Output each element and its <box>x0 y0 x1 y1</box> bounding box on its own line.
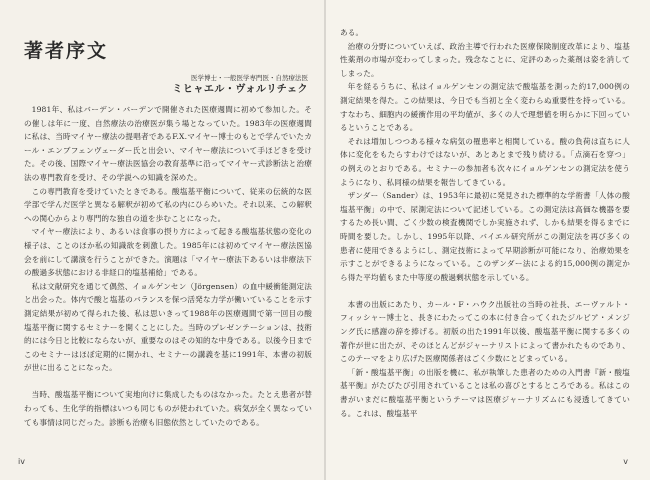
paragraph: マイヤー療法により、あるいは食事の摂り方によって起きる酸塩基状態の変化の様子は、ことのほか私の知識欲を刺激した。1985年には初めてマイヤー療法医協会を前にして講演を行うことができた。演題は「マイヤー療法下あるいは非療法下の酸過多状態における非経口的塩基補給」である。 <box>24 227 312 278</box>
author-credit: 医学博士・一般医学専門医・自然療法医 <box>191 74 308 82</box>
page-number: iv <box>18 457 25 466</box>
paragraph: ザンダー（Sander）は、1953年に最初に発見された標準的な学術書「人体の酸塩基平衡」の中で、尿測定法について記述している。この測定法は高価な機器を要するため長い間、ごく少数の検査機関でしか実施されず、しかも結果を得るまでに時間を要した。しかし、1995年以降、バイエル研究所がこの測定法を再び多くの患者に使用できるようにし、測定技術によって早期診断が可能になり、治療効果を示すことができるようになっている。このザンダー法による約15,000例の測定から得た平均値もまた中等度の酸過剰状態を示している。 <box>340 191 630 282</box>
page-number: v <box>623 457 628 466</box>
page-title: 著者序文 <box>24 40 109 62</box>
paragraph: 年を経るうちに、私はイョルゲンセンの測定法で酸塩基を測った約17,000例の測定結果を得た。この結果は、今日でも当初と全く変わらぬ重要性を持っている。すなわち、細胞内の緩衝作用の平均値が、多くの人で理想値を明らかに下回っているということである。 <box>340 82 630 133</box>
paragraph: 本書の出版にあたり、カール・F・ハウク出版社の当時の社長、エーヴァルト・フィッシャー博士と、長きにわたってこの本に付き合ってくれたジルビア・メンジング氏に感謝の辞を捧げる。初版の出た1991年以後、酸塩基平衡に関する多くの著作が世に出たが、そのほとんどがジャーナリストによって書かれたものであり、このテーマをより広げた医療関係者はごく少数にとどまっている。 <box>340 299 630 364</box>
paragraph: 「新・酸塩基平衡」の出版を機に、私が執筆した患者のための入門書『新・酸塩基平衡』がたびたび引用されていることは私の喜びとするところである。私はこの書がいまだに酸塩基平衡というテーマは医療ジャーナリズムにも浸透してきている。これは、酸塩基平 <box>340 367 630 418</box>
author-name: ミヒャエル・ヴォルリチェク <box>172 84 308 95</box>
paragraph: 治療の分野についていえば、政治主導で行われた医療保険制度改革により、塩基性薬剤の市場が変わってしまった。残念なことに、定評のあった薬剤は姿を消してしまった。 <box>340 41 630 78</box>
left-page <box>0 0 324 480</box>
paragraph: 1981年、私はバーデン・バーデンで開催された医療週間に初めて参加した。その催しは年に一度、自然療法の治療医が集う場となっていた。1983年の医療週間に私は、当時マイヤー療法の提唱者であるF.X.マイヤー博士のもとで学んでいたカール・エンブフェンヴェーダー氏と出会い、マイヤー療法について手ほどきを受けた。その後、国際マイヤー療法医協会の教育基準に沿ってマイヤー式診断法と治療法の専門教育を受け、その学説への知識を深めた。 <box>24 105 312 182</box>
paragraph: この専門教育を受けていたときである。酸塩基平衡について、従来の伝統的な医学部で学んだ医学と異なる解釈が初めて私の内にひらめいた。それ以来、この解釈への関心からより専門的な独自の道を歩むことになった。 <box>24 186 312 223</box>
paragraph-continuation: ある。 <box>340 28 364 37</box>
right-page <box>326 0 650 480</box>
paragraph: 当時、酸塩基平衡について実地向けに集成したものはなかった。たとえ患者が替わっても、生化学的指標はいつも同じものが使われていた。病気が全く異なっていても事情は同じだった。診断も治療も旧態依然としていたのである。 <box>24 390 312 427</box>
paragraph: それは増加しつつある様々な病気の罹患率と相関している。酸の負荷は直ちに人体に変化をもたらすわけではないが、あとあとまで残り続ける。「点滴石を穿つ」の例えのとおりである。セミナーの参加者も次々にイョルゲンセンの測定法を使うようになり、私同様の結果を報告してきている。 <box>340 136 630 187</box>
paragraph: 私は文献研究を通じて偶然、イョルゲンセン（Jörgensen）の血中緩衝能測定法と出会った。体内で酸と塩基のバランスを保つ活発な力学が働いていることを示す測定結果が初めて得られた後、私は思いきって1988年の医療週間で第一回目の酸塩基平衡に関するセミナーを開くことにした。当時のプレゼンテーションは、技術的には今日と比較にならないが、重要なのはその知的な中身である。以後今日までこのセミナーはほぼ定期的に開かれ、セミナーの講義を基に1991年、本書の初版が世に出ることになった。 <box>24 281 312 373</box>
